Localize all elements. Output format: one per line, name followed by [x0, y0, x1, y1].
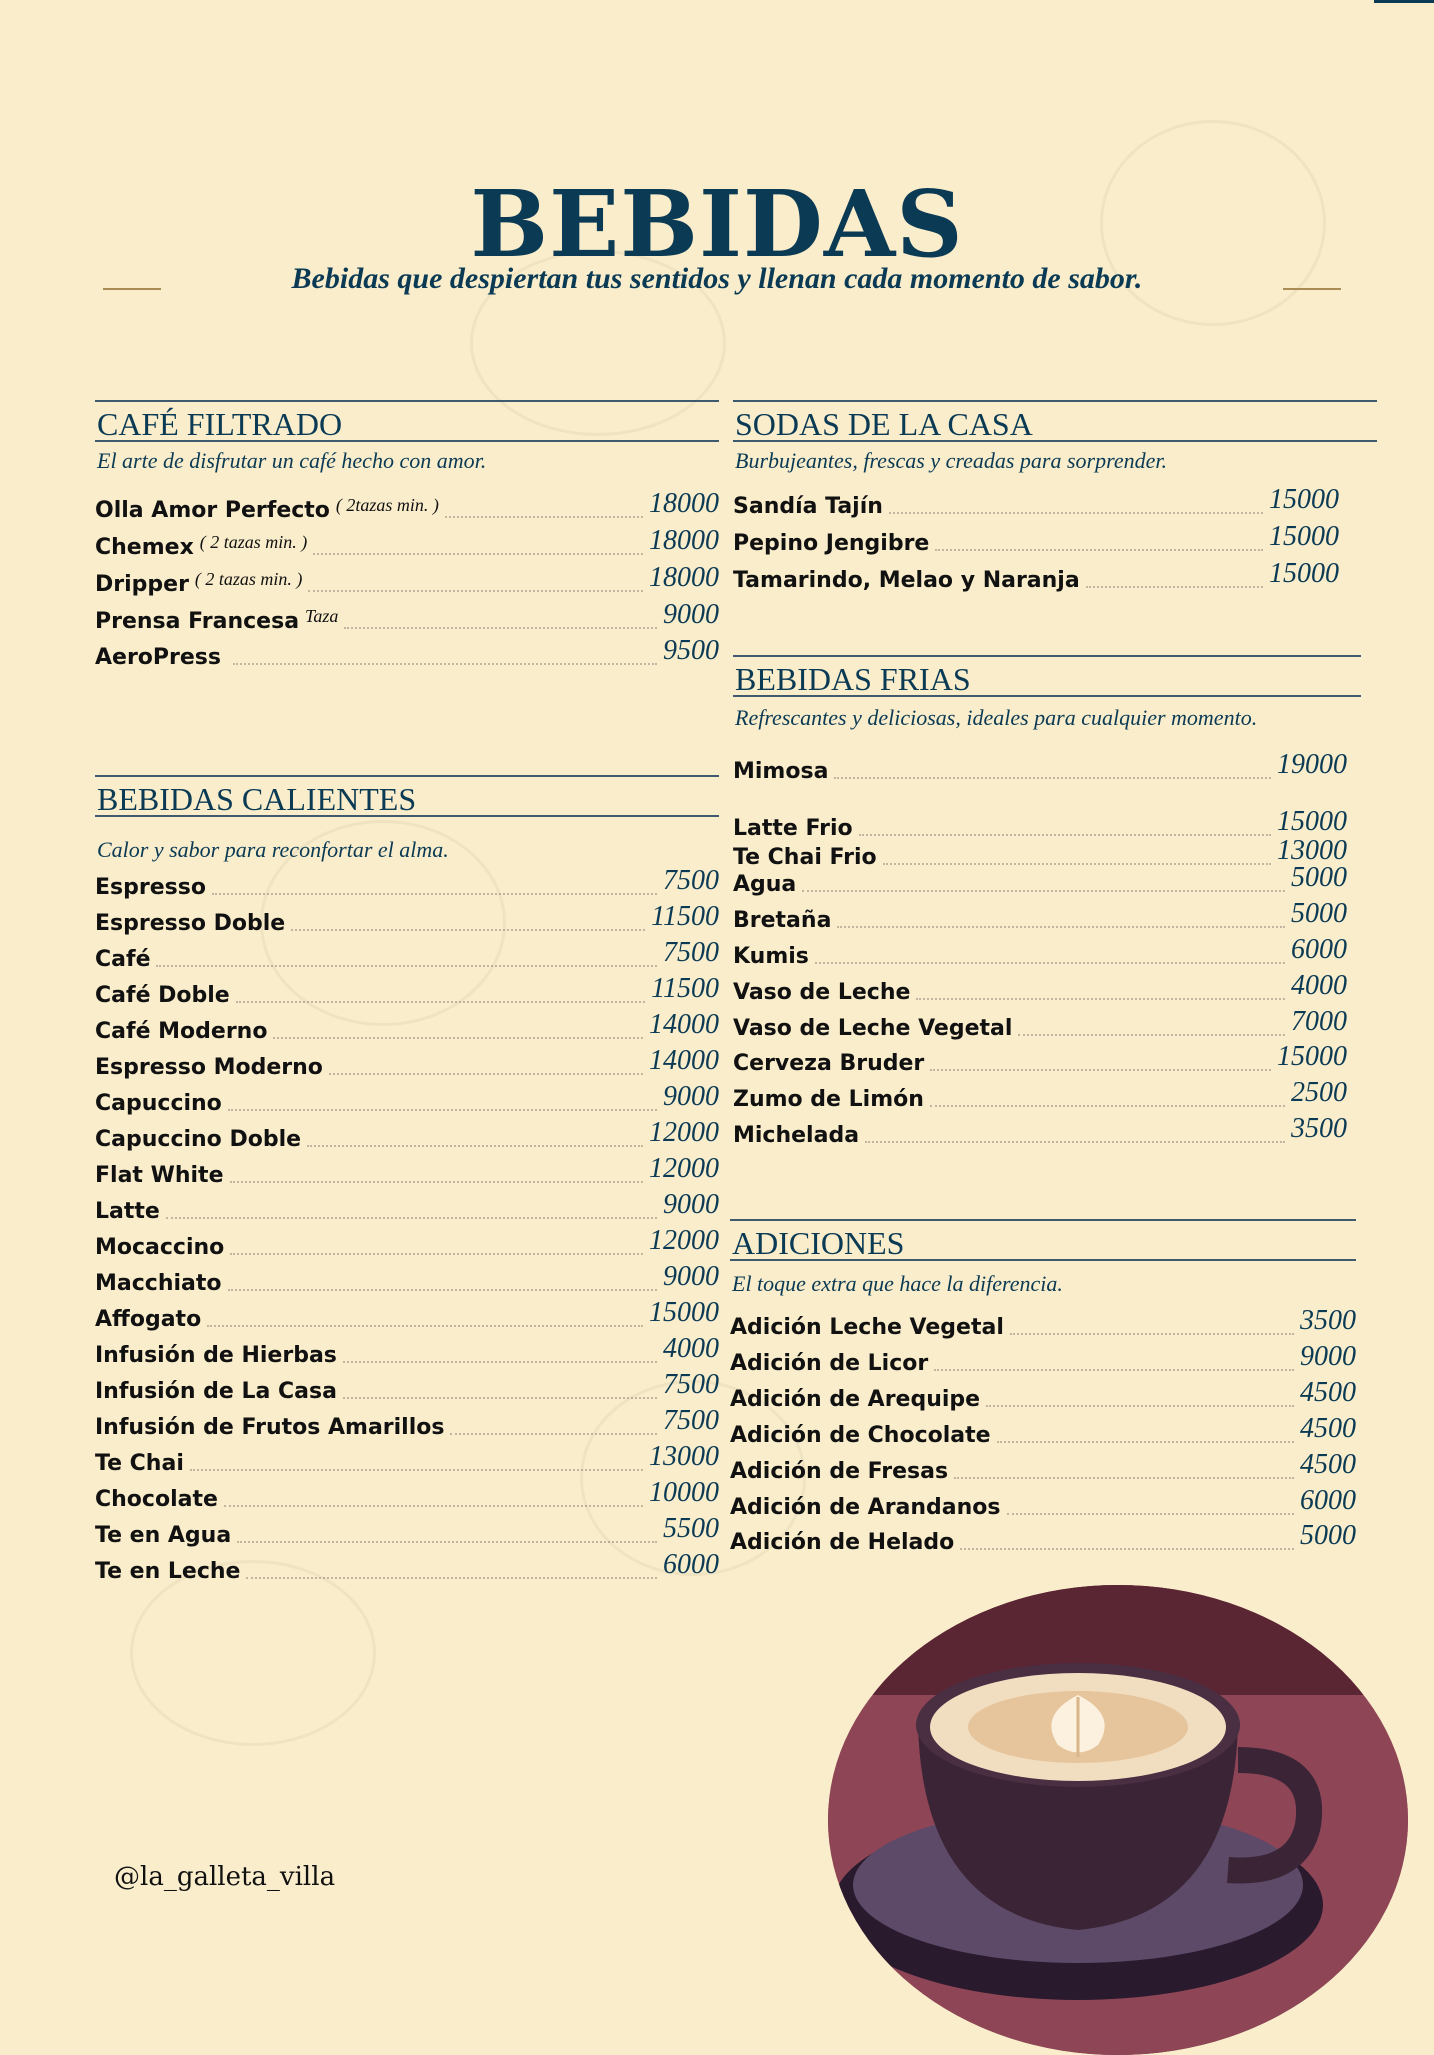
dot-leader [1010, 1333, 1294, 1335]
menu-item [730, 1305, 1356, 1339]
menu-item [730, 1449, 1356, 1483]
dot-leader [815, 962, 1285, 964]
section-header [95, 400, 719, 442]
dot-leader [916, 998, 1285, 1000]
item-price: 5500 [663, 1513, 719, 1544]
menu-item [730, 1341, 1356, 1375]
item-name: Bretaña [733, 908, 832, 933]
menu-item [733, 1077, 1347, 1111]
dot-leader [986, 1405, 1294, 1407]
menu-item [95, 973, 719, 1007]
item-price: 7500 [663, 865, 719, 896]
menu-item [733, 521, 1339, 555]
item-price: 3500 [1291, 1113, 1347, 1144]
dot-leader [207, 1325, 643, 1327]
coffee-cup-illustration [828, 1585, 1408, 2055]
section-description: Calor y sabor para reconfortar el alma. [97, 837, 449, 862]
item-name: Flat White [95, 1163, 224, 1188]
section-title: BEBIDAS FRIAS [735, 661, 971, 697]
dot-leader [343, 1361, 657, 1363]
item-name: Te Chai Frio [733, 845, 877, 870]
dot-leader [865, 1141, 1285, 1143]
item-price: 12000 [649, 1225, 719, 1256]
dot-leader [960, 1548, 1294, 1550]
item-price: 2500 [1291, 1077, 1347, 1108]
dot-leader [246, 1577, 657, 1579]
item-name: Te Chai [95, 1451, 184, 1476]
dot-leader [343, 1397, 657, 1399]
coffee-cup-photo [828, 1585, 1408, 2055]
menu-item [733, 970, 1347, 1004]
item-price: 3500 [1300, 1305, 1356, 1336]
section-description: Burbujeantes, frescas y creadas para sorprender. [735, 448, 1168, 473]
item-name: Café [95, 947, 151, 972]
dot-leader [344, 627, 657, 629]
menu-item [95, 1081, 719, 1115]
item-name: Tamarindo, Melao y Naranja [733, 568, 1080, 593]
item-name: Te en Agua [95, 1523, 232, 1548]
item-price: 9000 [663, 1261, 719, 1292]
item-price: 15000 [1269, 484, 1339, 515]
item-price: 19000 [1277, 749, 1347, 780]
dot-leader [313, 553, 643, 555]
dot-leader [230, 1181, 644, 1183]
item-name: Te en Leche [95, 1559, 241, 1584]
dot-leader [935, 549, 1263, 551]
item-price: 9000 [663, 1189, 719, 1220]
section-header [730, 1219, 1356, 1261]
menu-list [95, 865, 719, 1595]
item-note: Taza [305, 606, 339, 626]
menu-item [95, 1117, 719, 1151]
menu-item [95, 937, 719, 971]
section-description: Refrescantes y deliciosas, ideales para cualquier momento. [735, 705, 1258, 730]
dot-leader [445, 516, 643, 518]
section-description: El arte de disfrutar un café hecho con amor. [97, 448, 487, 473]
item-name: Café Doble [95, 983, 230, 1008]
social-handle: @la_galleta_villa [114, 1862, 336, 1892]
item-price: 5000 [1291, 862, 1347, 893]
menu-item [95, 1369, 719, 1403]
item-price: 11500 [651, 901, 719, 932]
dot-leader [954, 1477, 1294, 1479]
menu-item [733, 862, 1347, 896]
dot-leader [930, 1069, 1271, 1071]
menu-list [95, 488, 719, 668]
item-name: Latte [95, 1199, 160, 1224]
item-name: Infusión de La Casa [95, 1379, 337, 1404]
page-title: BEBIDAS [470, 170, 964, 278]
item-price: 6000 [663, 1549, 719, 1580]
item-name: Macchiato [95, 1271, 222, 1296]
menu-item [95, 1045, 719, 1079]
dot-leader [291, 929, 645, 931]
item-price: 9000 [663, 599, 719, 630]
item-name: Café Moderno [95, 1019, 268, 1044]
dot-leader [930, 1105, 1285, 1107]
menu-item [95, 1441, 719, 1475]
item-name: Adición Leche Vegetal [730, 1315, 1004, 1340]
menu-item [95, 1009, 719, 1043]
section-adiciones [730, 1219, 1356, 1565]
menu-item [95, 1261, 719, 1295]
item-name: Zumo de Limón [733, 1087, 924, 1112]
item-note: ( 2 tazas min. ) [199, 532, 308, 552]
menu-item [95, 1513, 719, 1547]
dot-leader [233, 663, 657, 665]
menu-list [733, 484, 1339, 594]
item-name: Adición de Licor [730, 1351, 929, 1376]
menu-item [95, 635, 719, 669]
item-name: Sandía Tajín [733, 494, 883, 519]
dot-leader [156, 965, 657, 967]
item-price: 14000 [649, 1045, 719, 1076]
menu-item [95, 599, 719, 633]
menu-item [733, 1006, 1347, 1040]
item-name: Dripper [95, 572, 189, 597]
item-name: Latte Frio [733, 816, 853, 841]
item-name: Pepino Jengibre [733, 531, 930, 556]
dot-leader [228, 1109, 657, 1111]
item-price: 7500 [663, 1405, 719, 1436]
dot-leader [228, 1289, 658, 1291]
item-price: 10000 [649, 1477, 719, 1508]
item-price: 4500 [1300, 1377, 1356, 1408]
menu-list [730, 1305, 1356, 1565]
item-name: Kumis [733, 944, 809, 969]
item-price: 6000 [1291, 934, 1347, 965]
item-price: 12000 [649, 1153, 719, 1184]
menu-item [95, 1549, 719, 1583]
menu-item [95, 1153, 719, 1187]
dot-leader [1007, 1513, 1294, 1515]
item-price: 7500 [663, 1369, 719, 1400]
item-name: Espresso Moderno [95, 1055, 323, 1080]
item-name: Affogato [95, 1307, 202, 1332]
menu-item [730, 1413, 1356, 1447]
item-price: 15000 [1269, 558, 1339, 589]
item-name: Adición de Arandanos [730, 1495, 1001, 1520]
section-bebidas-calientes [95, 775, 719, 1595]
corner-accent [1374, 0, 1434, 3]
dot-leader [307, 1145, 643, 1147]
dot-leader [308, 590, 643, 592]
section-title: CAFÉ FILTRADO [97, 406, 343, 442]
menu-item [95, 525, 719, 559]
item-name: Vaso de Leche [733, 980, 911, 1005]
item-name: Vaso de Leche Vegetal [733, 1016, 1013, 1041]
menu-item [733, 558, 1339, 592]
item-name: Chemex [95, 535, 194, 560]
item-price: 6000 [1300, 1485, 1356, 1516]
item-price: 9000 [1300, 1341, 1356, 1372]
item-name: Adición de Fresas [730, 1459, 949, 1484]
dot-leader [273, 1037, 643, 1039]
item-note: ( 2 tazas min. ) [194, 569, 303, 589]
menu-item [733, 484, 1339, 518]
item-price: 4500 [1300, 1449, 1356, 1480]
dot-leader [889, 512, 1263, 514]
item-note: ( 2tazas min. ) [335, 495, 439, 515]
item-name: Adición de Arequipe [730, 1387, 981, 1412]
dot-leader [190, 1469, 643, 1471]
item-price: 18000 [649, 488, 719, 519]
dot-leader [802, 890, 1285, 892]
menu-item [95, 901, 719, 935]
item-name: Espresso Doble [95, 911, 286, 936]
section-header [95, 775, 719, 817]
item-price: 15000 [649, 1297, 719, 1328]
dot-leader [237, 1541, 657, 1543]
item-name: Espresso [95, 875, 206, 900]
menu-item [733, 1113, 1347, 1147]
menu-item [95, 1405, 719, 1439]
dot-leader [1018, 1034, 1285, 1036]
item-price: 15000 [1277, 1041, 1347, 1072]
dot-leader [1086, 586, 1263, 588]
item-price: 18000 [649, 525, 719, 556]
item-price: 15000 [1277, 806, 1347, 837]
menu-item [730, 1520, 1356, 1554]
item-name: Capuccino Doble [95, 1127, 302, 1152]
section-header [733, 655, 1361, 697]
item-price: 12000 [649, 1117, 719, 1148]
menu-item [95, 1225, 719, 1259]
item-name: Adición de Helado [730, 1530, 955, 1555]
menu-item [733, 934, 1347, 968]
item-name: Agua [733, 872, 797, 897]
menu-list [733, 749, 1347, 1149]
item-name: Michelada [733, 1123, 860, 1148]
item-price: 4000 [663, 1333, 719, 1364]
item-name: Prensa Francesa [95, 609, 300, 634]
menu-item [733, 898, 1347, 932]
item-price: 9000 [663, 1081, 719, 1112]
item-name: Chocolate [95, 1487, 218, 1512]
dot-leader [997, 1441, 1294, 1443]
item-name: Adición de Chocolate [730, 1423, 991, 1448]
menu-item [733, 749, 1347, 783]
menu-item [730, 1377, 1356, 1411]
section-sodas [733, 400, 1377, 594]
menu-item [95, 1189, 719, 1223]
menu-item [733, 1041, 1347, 1075]
item-price: 4000 [1291, 970, 1347, 1001]
item-price: 7500 [663, 937, 719, 968]
item-name: Olla Amor Perfecto [95, 498, 330, 523]
item-price: 5000 [1291, 898, 1347, 929]
section-cafe-filtrado [95, 400, 719, 668]
section-header [733, 400, 1377, 442]
menu-item [95, 562, 719, 596]
item-name: Capuccino [95, 1091, 222, 1116]
dot-leader [934, 1369, 1294, 1371]
item-price: 4500 [1300, 1413, 1356, 1444]
item-name: Cerveza Bruder [733, 1051, 925, 1076]
dot-leader [224, 1505, 643, 1507]
menu-item [95, 1297, 719, 1331]
menu-item [95, 1477, 719, 1511]
item-name: Mocaccino [95, 1235, 225, 1260]
item-price: 9500 [663, 635, 719, 666]
section-description: El toque extra que hace la diferencia. [732, 1271, 1063, 1296]
section-bebidas-frias [733, 655, 1361, 1149]
item-name: Mimosa [733, 759, 829, 784]
section-title: SODAS DE LA CASA [735, 406, 1033, 442]
dot-leader [450, 1433, 657, 1435]
item-price: 13000 [649, 1441, 719, 1472]
menu-item [95, 1333, 719, 1367]
menu-item [95, 865, 719, 899]
section-title: BEBIDAS CALIENTES [97, 781, 417, 817]
dot-leader [230, 1253, 643, 1255]
item-price: 13000 [1277, 835, 1347, 866]
page-subtitle: Bebidas que despiertan tus sentidos y llenan cada momento de sabor. [291, 262, 1143, 295]
item-price: 7000 [1291, 1006, 1347, 1037]
dot-leader [834, 777, 1271, 779]
item-price: 18000 [649, 562, 719, 593]
dot-leader [212, 893, 657, 895]
item-name: Infusión de Frutos Amarillos [95, 1415, 445, 1440]
dot-leader [166, 1217, 657, 1219]
menu-item [95, 488, 719, 522]
dot-leader [837, 926, 1285, 928]
menu-item [730, 1485, 1356, 1519]
item-price: 14000 [649, 1009, 719, 1040]
item-price: 15000 [1269, 521, 1339, 552]
item-name: AeroPress [95, 645, 221, 670]
item-name: Infusión de Hierbas [95, 1343, 337, 1368]
dot-leader [329, 1073, 643, 1075]
item-price: 5000 [1300, 1520, 1356, 1551]
dot-leader [236, 1001, 645, 1003]
item-price: 11500 [651, 973, 719, 1004]
section-title: ADICIONES [732, 1225, 905, 1261]
